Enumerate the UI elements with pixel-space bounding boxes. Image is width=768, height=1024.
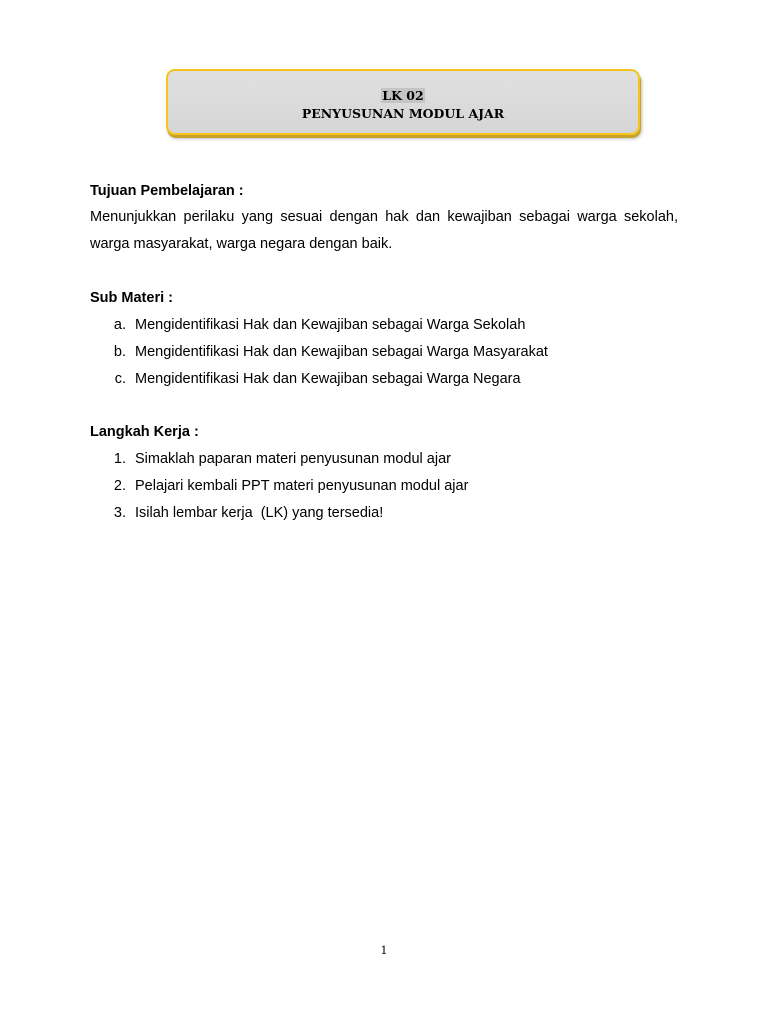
- list-marker: 2.: [113, 478, 126, 494]
- sub-material-heading: Sub Materi :: [90, 290, 173, 306]
- list-marker: 3.: [113, 505, 126, 521]
- page-number: 1: [380, 944, 388, 957]
- list-item-text: Simaklah paparan materi penyusunan modul ajar: [135, 451, 451, 467]
- worksheet-code: [168, 87, 638, 105]
- list-item-text: Isilah lembar kerja (LK) yang tersedia!: [135, 505, 384, 521]
- list-item-text: Mengidentifikasi Hak dan Kewajiban sebagai Warga Negara: [135, 371, 521, 387]
- steps-heading: Langkah Kerja :: [90, 424, 199, 440]
- list-marker: b.: [113, 344, 126, 360]
- list-marker: 1.: [113, 451, 126, 467]
- list-marker: c.: [114, 371, 126, 387]
- objective-paragraph: [90, 204, 678, 258]
- objective-heading: Tujuan Pembelajaran :: [90, 183, 244, 199]
- worksheet-title: PENYUSUNAN MODUL AJAR: [301, 106, 505, 121]
- worksheet-code-text: LK 02: [382, 88, 424, 103]
- list-item-text: Mengidentifikasi Hak dan Kewajiban sebagai Warga Sekolah: [135, 317, 526, 333]
- objective-line-2: warga masyarakat, warga negara dengan baik.: [90, 236, 393, 252]
- list-marker: a.: [113, 317, 126, 333]
- list-item-text: Mengidentifikasi Hak dan Kewajiban sebagai Warga Masyarakat: [135, 344, 548, 360]
- worksheet-title-box: [166, 69, 640, 135]
- objective-line-1: Menunjukkan perilaku yang sesuai dengan hak dan kewajiban sebagai warga sekolah,: [90, 209, 678, 225]
- list-item-text: Pelajari kembali PPT materi penyusunan modul ajar: [135, 478, 469, 494]
